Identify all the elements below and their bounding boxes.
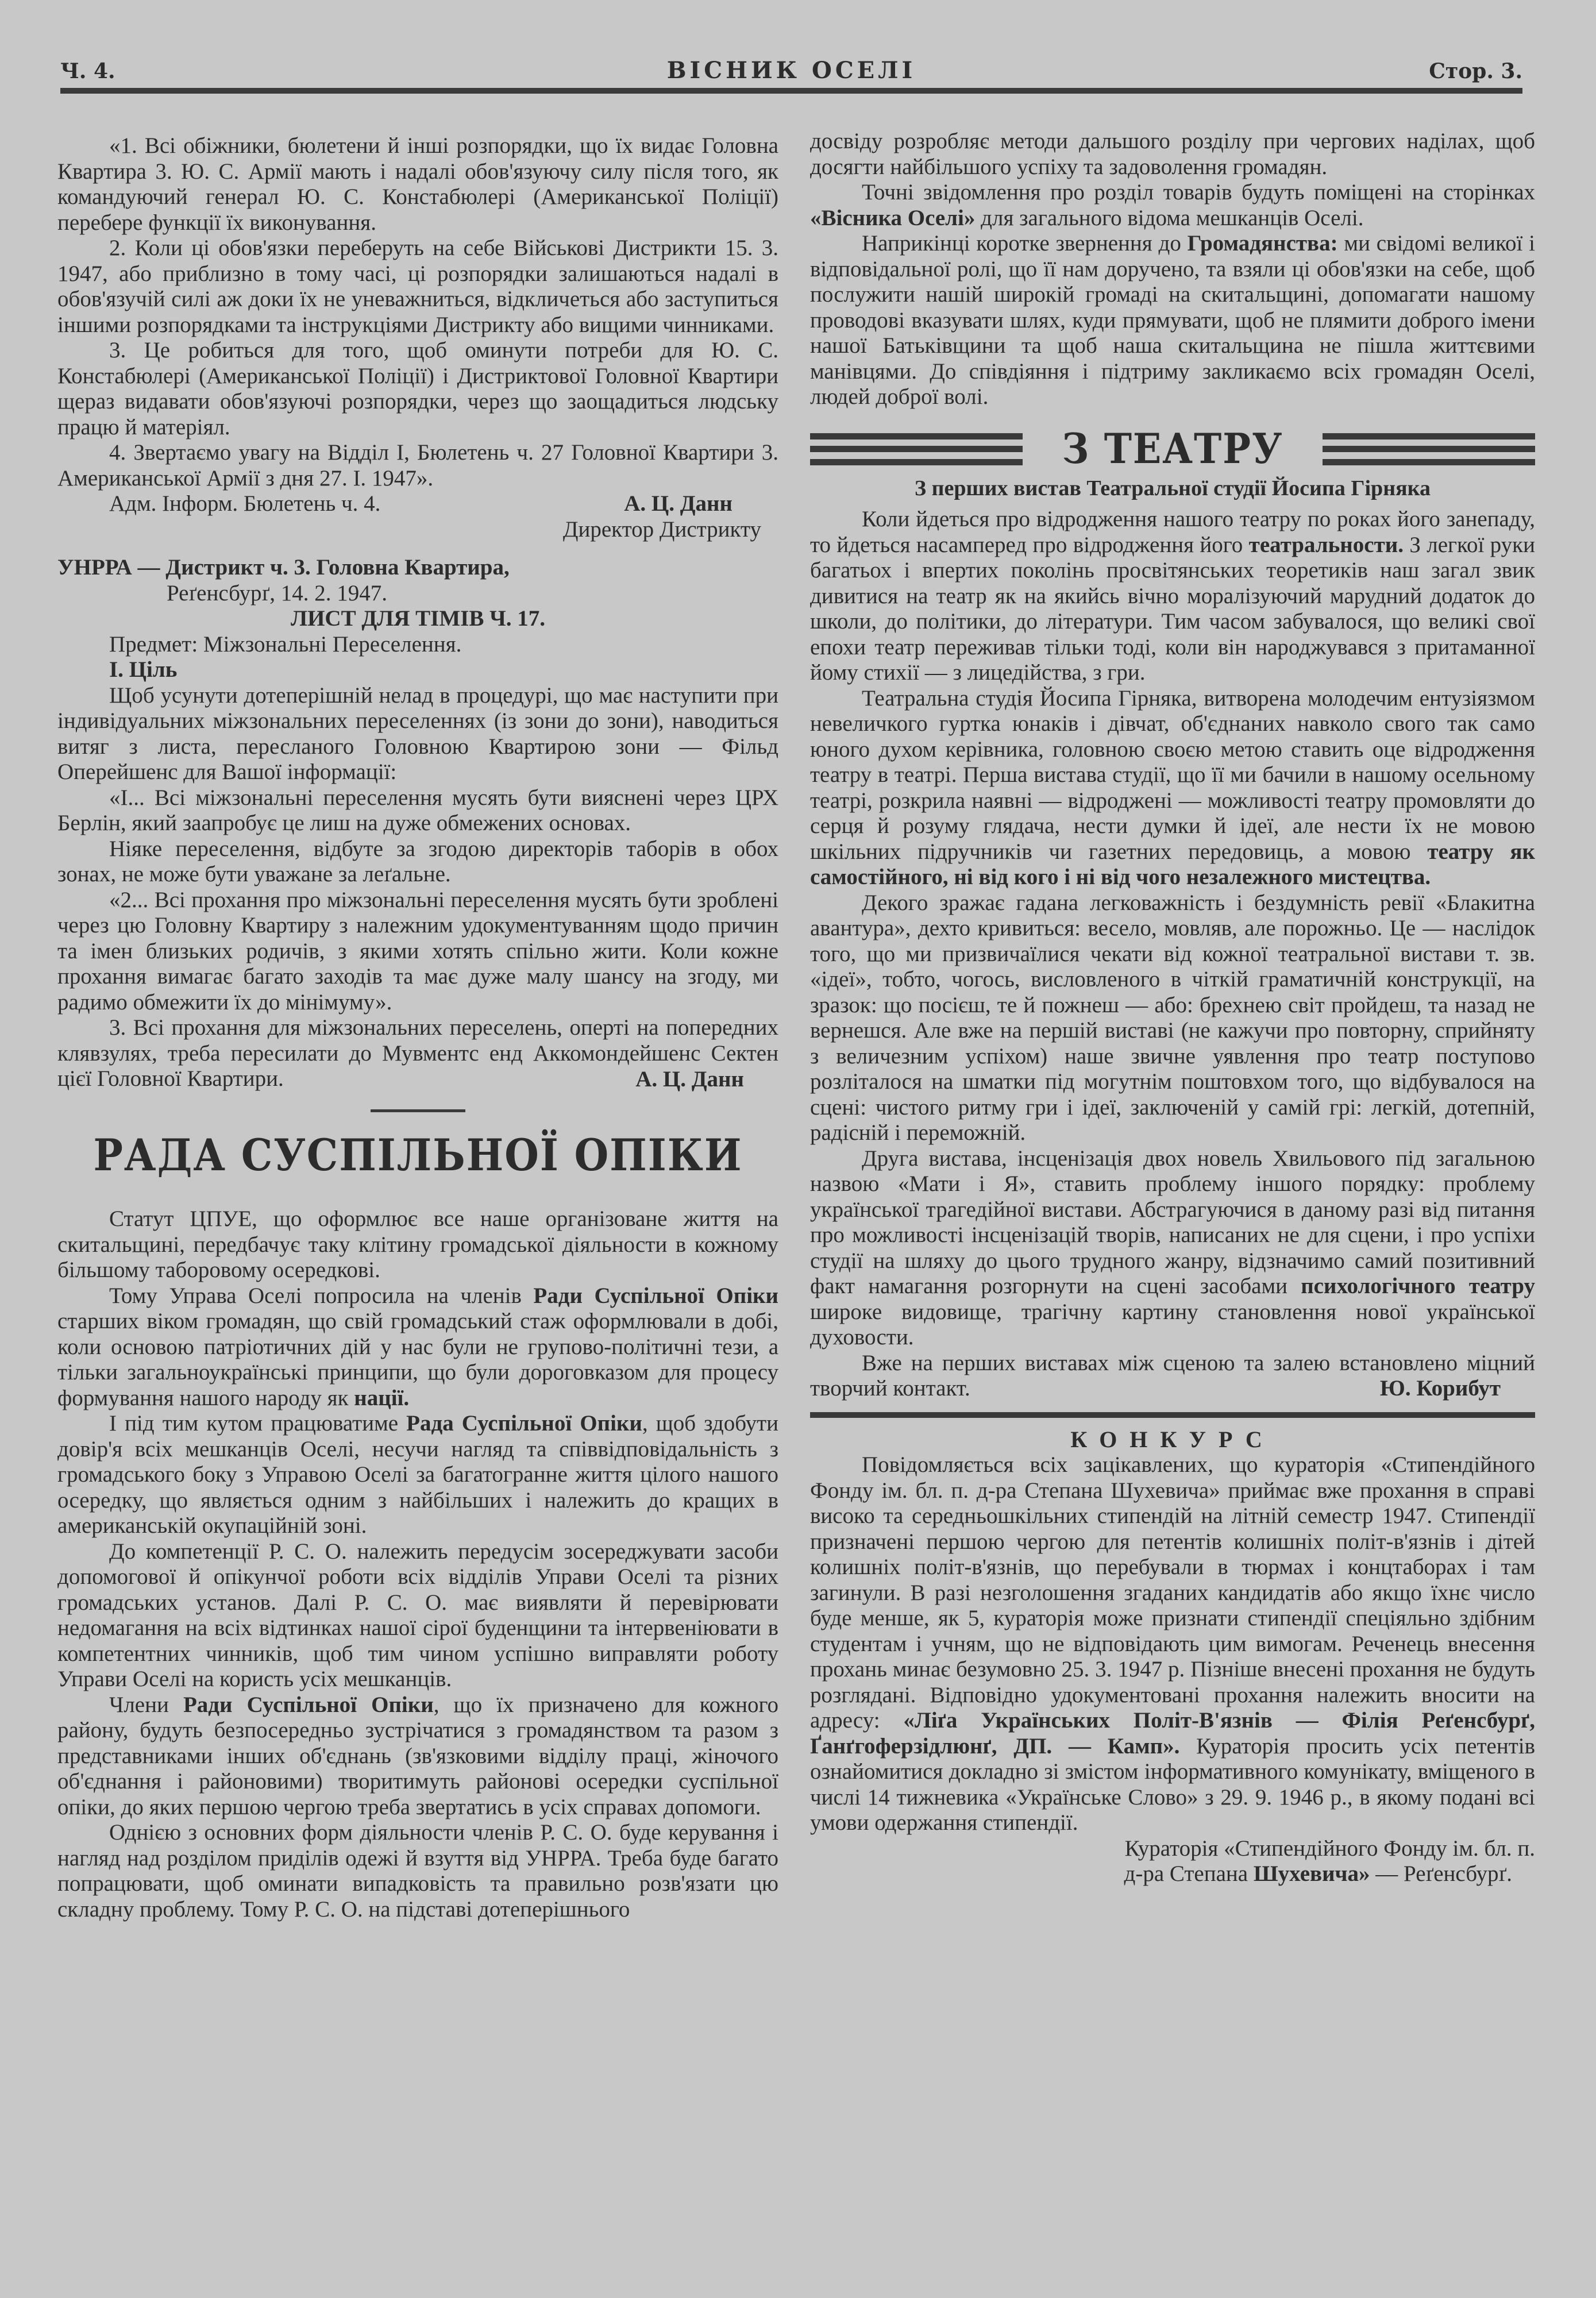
letter-paragraph: «І... Всі міжзональні переселення мусять бути вияснені через ЦРХ Берлін, який заапробує це лиш на дуже обмежених основах. bbox=[57, 785, 778, 835]
bold-run: Шухевича» bbox=[1253, 1861, 1370, 1886]
bold-run: театру як самостійного, ні від кого і ні від чого незалежного мистецтва. bbox=[810, 839, 1535, 889]
article-paragraph: Однією з основних форм діяльности членів Р. С. О. буде керування і нагляд над розділом приділів одежі й взуття від УНРРА. Треба буде багато попрацювати, щоб оминати випадковість та правильно розв'язати цю складну проблему. Тому Р. С. О. на підставі дотеперішнього bbox=[57, 1820, 778, 1922]
letter-subject: Предмет: Міжзональні Переселення. bbox=[109, 631, 462, 657]
bold-run: Ради Суспільної Опіки bbox=[183, 1692, 434, 1717]
article-paragraph bbox=[57, 1283, 778, 1412]
article-paragraph: Статут ЦПУЕ, що оформлює все наше організоване життя на скитальщині, передбачує таку клітину громадської діяльности в кожному більшому таборовому осередкові. bbox=[57, 1206, 778, 1282]
section-title: КОНКУРС bbox=[1070, 1426, 1275, 1452]
article-paragraph bbox=[57, 1692, 778, 1821]
signature-line-2 bbox=[971, 1861, 1535, 1887]
section-title: РАДА СУСПІЛЬНОЇ ОПІКИ bbox=[93, 1129, 743, 1181]
page-number: Стор. 3. bbox=[1429, 59, 1522, 83]
letter-paragraph: 3. Всі прохання для міжзональних переселень, оперті на попередних клявзулях, треба пересилати до Мувментс енд Аккомондейшенс Сектен цієї Головної Квартири. bbox=[57, 1015, 778, 1091]
address-bold: «Ліґа Українських Політ-В'язнів — Філія Реґенсбурґ, Ґанґгоферзідлюнґ, ДП. — Камп». bbox=[810, 1708, 1535, 1759]
decorative-stripes-right bbox=[1323, 433, 1535, 465]
bold-run: Ради Суспільної Опіки bbox=[533, 1283, 778, 1308]
section-title: З ТЕАТРУ bbox=[1062, 424, 1283, 473]
bold-run: «Вісника Оселі» bbox=[810, 205, 976, 230]
text-run: Друга вистава, інсценізація двох новель Хвильового під загальною назвою «Мати і Я», ставить проблему іншого порядку: проблему української трагедійної вистави. Абстрагуючися в даному разі від питання про можливості інсценізацій творів, написаних не для сцени, і про успіхи студії на шляху до цього трудного жанру, відзначимо самий позитивний факт намагання розгорнути на сцені засобами bbox=[810, 1146, 1535, 1298]
text-run: старших віком громадян, що свій громадський стаж оформлювали в добі, коли основою патріотичних дій у нас були не групово-політичні тези, а тільки загальноукраїнські принципи, що були дороговказом для процесу формування нашого народу як bbox=[57, 1309, 778, 1410]
article-paragraph: Декого зражає гадана легковажність і бездумність ревії «Блакитна авантура», дехто кривиться: весело, мовляв, але порожньо. Це — наслідок того, що ми призвичаїлися чекати від кожної театральної вистави т. зв. «ідеї», тобто, чогось, висловленого в чіткій граматичній конструкції, на зразок: що посієш, те й пожнеш — або: брехнею світ пройдеш, та назад не вернешся. Але вже на першій виставі (не кажучи про повторну, сприйняту з величезним успіхом) наше звичне уявлення про театр поступово розліталося на шматки під могутнім поштовхом того, що відбувалося на сцені: чистого ритму гри і ідеї, заключеній у самій грі: легкій, дотепній, радісній і переможній. bbox=[810, 890, 1535, 1145]
text-run: Театральна студія Йосипа Гірняка, витворена молодечим ентузіязмом невеличкого гуртка юнаків і дівчат, об'єднаних навколо свого так само юного духом керівника, головною своєю метою ставить оце відродження театру в театрі. Перша вистава студії, що її ми бачили в нашому осельному театрі, розкрила наявні — відроджені — можливості театру промовляти до серця й розуму глядача, нести думки й ідеї, але нести їх не мовою шкільних підручників чи газетних передовиць, а мовою bbox=[810, 685, 1535, 864]
author-name: Ю. Корибут bbox=[1379, 1376, 1501, 1401]
text-run: д-ра Степана bbox=[1124, 1861, 1254, 1886]
unrra-dateline: Реґенсбурґ, 14. 2. 1947. bbox=[167, 580, 387, 606]
bold-run: психологічного театру bbox=[1301, 1274, 1535, 1298]
signature-title: Директор Дистрикту bbox=[562, 516, 761, 542]
issue-number: Ч. 4. bbox=[60, 59, 115, 83]
theatre-heading bbox=[810, 424, 1535, 473]
signature-name-text: А. Ц. Данн bbox=[635, 1066, 744, 1092]
letter-paragraph: Ніяке переселення, відбуте за згодою директорів таборів в обох зонах, не може бути уважане за леґальне. bbox=[57, 836, 778, 886]
letter-title: ЛИСТ ДЛЯ ТІМІВ Ч. 17. bbox=[291, 606, 545, 631]
text-run: ми свідомі великої і відповідальної ролі, що її нам доручено, та взяли ці обов'язки на себе, щоб послужити нашій широкій громаді на скитальщині, допомагати нашому проводові вказувати шлях, куди прямувати, щоб не плямити доброго імени нашої Батьківщини та щоб наша скитальщина не пішла життєвими манівцями. До співдіяння і підтриму закликаємо всіх громадян Оселі, людей доброї волі. bbox=[810, 231, 1535, 409]
right-column bbox=[810, 129, 1535, 1887]
page-header bbox=[60, 55, 1522, 83]
article-paragraph bbox=[810, 1452, 1535, 1836]
article-paragraph: досвіду розробляє методи дальшого розділу при чергових наділах, щоб досягти найбільшого успіху та задоволення громадян. bbox=[810, 129, 1535, 179]
bold-run: Громадянства: bbox=[1187, 231, 1338, 256]
rada-article bbox=[57, 1129, 778, 1922]
order-paragraph: «1. Всі обіжники, бюлетени й інші розпорядки, що їх видає Головна Квартира 3. Ю. С. Армії мають і надалі обов'язуючу силу після того, як командуючий генерал Ю. С. Констабюлері (Американської Поліції) перебере функції їх виконування. bbox=[57, 133, 778, 235]
article-paragraph bbox=[810, 231, 1535, 410]
text-run: Вже на перших виставах між сценою та залею встановлено міцний творчий контакт. bbox=[810, 1350, 1535, 1401]
letter-paragraph: «2... Всі прохання про міжзональні переселення мусять бути зроблені через цю Головну Квартиру з належним удокументуванням щодо причин та імен близьких родичів, з якими хотять спільно жити. Коли кожне прохання вимагає багато заходів та має дуже малу шансу на згоду, ми радимо обмежити їх до мінімуму». bbox=[57, 887, 778, 1015]
text-run: Тому Управа Оселі попросила на членів bbox=[109, 1283, 534, 1308]
bold-run: театральности. bbox=[1248, 532, 1404, 557]
signature-name: А. Ц. Данн bbox=[624, 491, 733, 516]
goal-heading: І. Ціль bbox=[109, 657, 178, 682]
orders-article bbox=[57, 133, 778, 542]
letter-paragraph: Щоб усунути дотеперішній нелад в процедурі, що має наступити при індивідуальних міжзональних переселеннях (із зони до зони), наводиться витяг з листа, пересланого Головною Квартирою зони — Фільд Оперейшенс для Вашої інформації: bbox=[57, 683, 778, 784]
order-paragraph: 2. Коли ці обов'язки переберуть на себе Військові Дистрикти 15. 3. 1947, або приблизно в тому часі, ці розпорядки залишаються надалі в обов'язучій силі аж доки їх не уневажниться, відкличеться або заступиться іншими розпорядками та інструкціями Дистрикту або вищими чинниками. bbox=[57, 236, 778, 337]
bold-run: Рада Суспільної Опіки bbox=[406, 1411, 642, 1436]
text-run: І під тим кутом працюватиме bbox=[109, 1411, 407, 1436]
article-paragraph bbox=[810, 507, 1535, 686]
theatre-article bbox=[810, 424, 1535, 1402]
signature-line bbox=[57, 491, 778, 517]
left-column bbox=[57, 133, 778, 1922]
text-run: З легкої руки багатьох і впертих поколінь просвітянських теоретиків наш загал звик дивитися на театр як на якийсь вічно моралізуючий марудний додаток до школи, до політики, до літератури. Тим часом забувалося, що великі свої епохи театр переживав тільки тоді, коли він народжувався з притаманної йому стихії — з лицедійства, з гри. bbox=[810, 532, 1535, 685]
article-paragraph bbox=[57, 1411, 778, 1539]
konkurs-signature bbox=[810, 1836, 1535, 1887]
text-run: , щоб здобути довір'я всіх мешканців Оселі, несучи нагляд та співвідповідальність з громадського боку з Управою Оселі за багатогранне життя цілого нашого осередку, що являється одним з найбільших і належить до кращих в американській окупаційній зоні. bbox=[57, 1411, 778, 1538]
order-paragraph: 3. Це робиться для того, щоб оминути потреби для Ю. С. Констабюлері (Американської Поліції) і Дистриктової Головної Квартири щераз видавати обов'язуючі розпорядки, через що заощадиться людську працю й матеріял. bbox=[57, 338, 778, 439]
newspaper-title: ВІСНИК ОСЕЛІ bbox=[666, 57, 916, 84]
letter-section-goal bbox=[57, 657, 778, 683]
article-paragraph bbox=[810, 686, 1535, 890]
article-subtitle: З перших вистав Театральної студії Йосипа Гірняка bbox=[915, 476, 1431, 500]
section-divider bbox=[810, 1412, 1535, 1418]
text-run: Наприкінці коротке звернення до bbox=[862, 231, 1188, 256]
signature-line-1: Кураторія «Стипендійного Фонду ім. бл. п. bbox=[1124, 1836, 1535, 1861]
order-paragraph: 4. Звертаємо увагу на Відділ І, Бюлетень ч. 27 Головної Квартири 3. Американської Армії з дня 27. І. 1947». bbox=[57, 440, 778, 491]
unrra-heading: УНРРА — Дистрикт ч. 3. Головна Квартира, bbox=[57, 555, 510, 580]
text-run: Точні звідомлення про розділ товарів будуть поміщені на сторінках bbox=[862, 180, 1535, 205]
text-run: , що їх призначено для кожного району, будуть безпосередньо зустрічатися з громадянством та разом з представниками інших об'єднань (зв'язковими відділу праці, жіночого об'єднання і районовими) творитимуть районові осередки суспільної опіки, до яких першою чергою треба звертатись в усіх справах допомоги. bbox=[57, 1692, 778, 1819]
decorative-stripes-left bbox=[810, 433, 1023, 465]
section-divider bbox=[371, 1109, 465, 1112]
unrra-letter bbox=[57, 555, 778, 1092]
text-run: Кураторія просить усіх петентів ознайомитися докладно зі змістом інформативного комунікату, вміщеного в числі 14 тижневика «Українське Слово» з 29. 9. 1946 р., в якому подані всі умови одержання стипендії. bbox=[810, 1733, 1535, 1835]
article-paragraph: До компетенції Р. С. О. належить передусім зосереджувати засоби допомогової й опікунчої роботи всіх відділів Управи Оселі та різних громадських установ. Далі Р. С. О. має виявляти й перевірювати недомагання на всіх відтинках нашої сірої буденщини та інтервеніювати в компетентних чинників, щоб тим чином успішно виправляти роботу Управи Оселі на користь усіх мешканців. bbox=[57, 1539, 778, 1691]
text-run: для загального відома мешканців Оселі. bbox=[975, 205, 1364, 230]
text-run: Коли йдеться про відродження нашого театру по роках його занепаду, то йдеться насамперед про відродження його bbox=[810, 507, 1535, 557]
konkurs-article bbox=[810, 1427, 1535, 1887]
header-rule bbox=[60, 88, 1522, 94]
text-run: Повідомляється всіх зацікавлених, що кураторія «Стипендійного Фонду ім. бл. п. д-ра Степана Шухевича» приймає вже прохання в справі високо та середньошкільних стипендій на літній семестр 1947. Стипендії призначені першою чергою для петентів колишніх політ-в'язнів і дітей колишніх політ-в'язнів, що перебували в тюрмах і концтаборах і там загинули. В разі незголошення згаданих кандидатів або якщо їхнє число буде менше, як 5, кураторія може признати стипендії спеціяльно здібним студентам і учням, що не відповідають цим вимогам. Реченець внесення прохань минає безумовно 25. 3. 1947 р. Пізніше внесені прохання не будуть розглядані. Відповідно удокументовані прохання належить вносити на адресу: bbox=[810, 1452, 1535, 1733]
article-paragraph bbox=[810, 180, 1535, 231]
article-paragraph bbox=[810, 1351, 1535, 1402]
text-run: — Реґенсбурґ. bbox=[1370, 1861, 1512, 1886]
rada-article-continued bbox=[810, 129, 1535, 410]
text-run: Члени bbox=[109, 1692, 183, 1717]
bold-run: нації. bbox=[354, 1385, 410, 1410]
article-paragraph bbox=[810, 1146, 1535, 1351]
text-run: широке видовище, трагічну картину становлення нової української духовости. bbox=[810, 1299, 1535, 1350]
bulletin-ref: Адм. Інформ. Бюлетень ч. 4. bbox=[109, 491, 381, 516]
